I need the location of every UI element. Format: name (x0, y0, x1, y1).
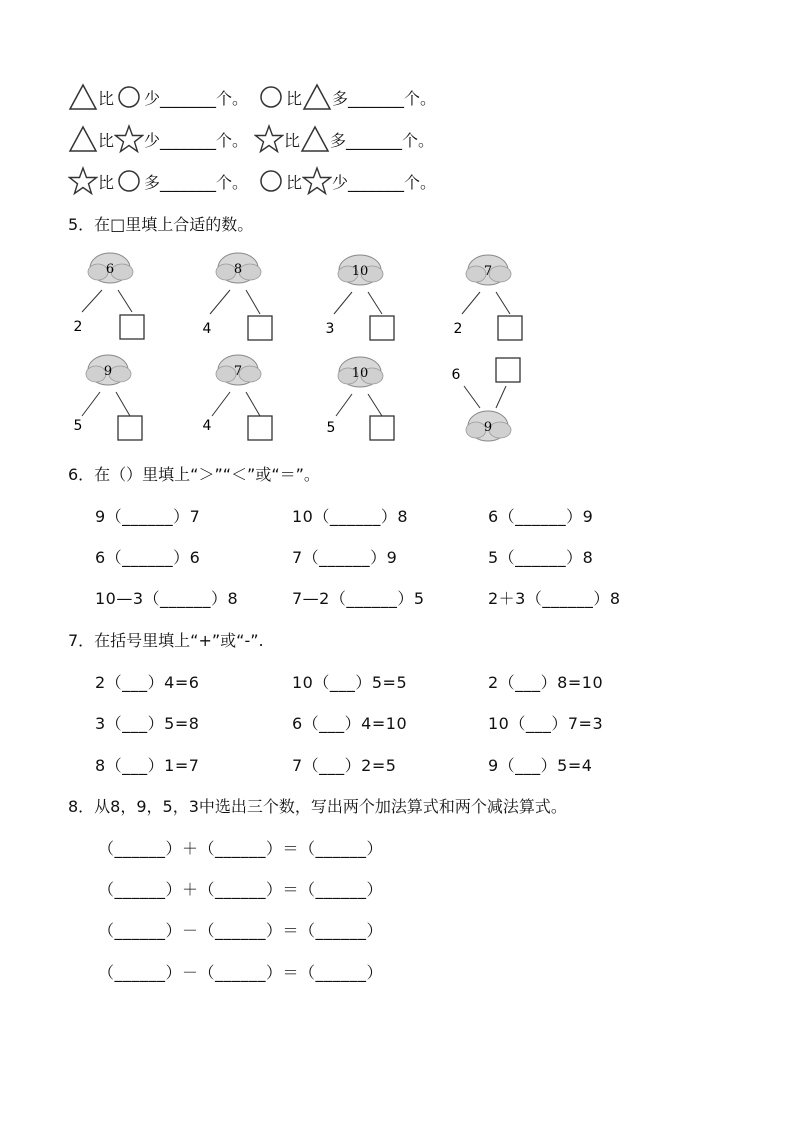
q7-item[interactable]: 8（___）1=7 (95, 756, 200, 775)
star-icon (254, 124, 284, 154)
triangle-icon (68, 124, 98, 154)
number-tree (70, 248, 160, 348)
tree-top-number: 6 (105, 262, 115, 277)
q7-item[interactable]: 7（___）2=5 (292, 756, 397, 775)
triangle-icon (302, 82, 332, 112)
q6-item[interactable]: 2＋3（______）8 (488, 589, 621, 608)
triangle-icon (68, 82, 98, 112)
answer-box[interactable] (118, 416, 142, 440)
number-tree (322, 348, 412, 448)
q7-item[interactable]: 9（___）5=4 (488, 756, 593, 775)
tree-left-number: 3 (325, 321, 335, 337)
answer-box[interactable] (248, 416, 272, 440)
q8-title: 8．从8，9，5，3中选出三个数，写出两个加法算式和两个减法算式。 (68, 797, 567, 816)
number-tree (450, 250, 540, 350)
number-tree-inverted (450, 352, 540, 452)
q7-item[interactable]: 6（___）4=10 (292, 714, 408, 733)
star-icon (68, 166, 98, 196)
compare-blank[interactable]: 多_______个。 (144, 172, 249, 192)
q5-title: 5．在□里填上合适的数。 (68, 215, 254, 234)
q8-equation[interactable]: （______）－（______）＝（______） (98, 921, 384, 940)
number-tree (200, 348, 290, 448)
q8-equation[interactable]: （______）＋（______）＝（______） (98, 880, 384, 899)
tree-bottom-number: 9 (483, 420, 493, 435)
tree-left-number: 5 (73, 418, 83, 434)
number-tree (70, 348, 160, 448)
circle-icon (256, 82, 286, 112)
q7-item[interactable]: 10（___）7=3 (488, 714, 604, 733)
tree-top-number: 9 (103, 364, 113, 379)
compare-blank[interactable]: 少_______个。 (144, 130, 249, 150)
q6-item[interactable]: 9（______）7 (95, 507, 201, 526)
q6-item[interactable]: 6（______）9 (488, 507, 594, 526)
tree-left-number: 2 (453, 321, 463, 337)
q7-item[interactable]: 2（___）4=6 (95, 673, 200, 692)
q7-title: 7．在括号里填上“+”或“-”. (68, 631, 264, 650)
tree-top-number: 7 (233, 364, 243, 379)
answer-box[interactable] (370, 416, 394, 440)
compare-blank[interactable]: 多_______个。 (330, 130, 435, 150)
compare-word: 比 (98, 172, 115, 192)
compare-word: 比 (284, 130, 301, 150)
number-tree (200, 248, 290, 348)
tree-left-number: 4 (202, 418, 212, 434)
answer-box[interactable] (370, 316, 394, 340)
compare-blank[interactable]: 少_______个。 (144, 88, 249, 108)
q6-item[interactable]: 10—3（______）8 (95, 589, 239, 608)
compare-word: 比 (98, 88, 115, 108)
tree-top-number: 8 (233, 262, 243, 277)
tree-left-number: 5 (326, 420, 336, 436)
answer-box[interactable] (120, 315, 144, 339)
compare-row-1 (68, 80, 436, 114)
q6-item[interactable]: 7—2（______）5 (292, 589, 425, 608)
tree-left-number: 4 (202, 321, 212, 337)
q6-title: 6．在（）里填上“＞”“＜”或“＝”。 (68, 465, 320, 484)
circle-icon (114, 166, 144, 196)
compare-blank[interactable]: 多_______个。 (332, 88, 437, 108)
tree-left-number: 2 (73, 319, 83, 335)
q7-item[interactable]: 3（___）5=8 (95, 714, 200, 733)
answer-box[interactable] (248, 316, 272, 340)
triangle-icon (300, 124, 330, 154)
answer-box[interactable] (496, 358, 520, 382)
q6-item[interactable]: 5（______）8 (488, 548, 594, 567)
star-icon (114, 124, 144, 154)
compare-row-2 (68, 122, 434, 156)
tree-top-number: 10 (351, 264, 369, 279)
compare-row-3 (68, 164, 436, 198)
q6-item[interactable]: 10（______）8 (292, 507, 409, 526)
q7-item[interactable]: 10（___）5=5 (292, 673, 408, 692)
compare-blank[interactable]: 少_______个。 (332, 172, 437, 192)
tree-left-number: 6 (451, 367, 461, 383)
q8-equation[interactable]: （______）＋（______）＝（______） (98, 839, 384, 858)
compare-word: 比 (286, 172, 303, 192)
answer-box[interactable] (498, 316, 522, 340)
q6-item[interactable]: 7（______）9 (292, 548, 398, 567)
q6-item[interactable]: 6（______）6 (95, 548, 201, 567)
q8-equation[interactable]: （______）－（______）＝（______） (98, 963, 384, 982)
compare-word: 比 (286, 88, 303, 108)
circle-icon (256, 166, 286, 196)
circle-icon (114, 82, 144, 112)
star-icon (302, 166, 332, 196)
compare-word: 比 (98, 130, 115, 150)
tree-top-number: 10 (351, 366, 369, 381)
q7-item[interactable]: 2（___）8=10 (488, 673, 604, 692)
tree-top-number: 7 (483, 264, 493, 279)
number-tree (322, 248, 412, 348)
